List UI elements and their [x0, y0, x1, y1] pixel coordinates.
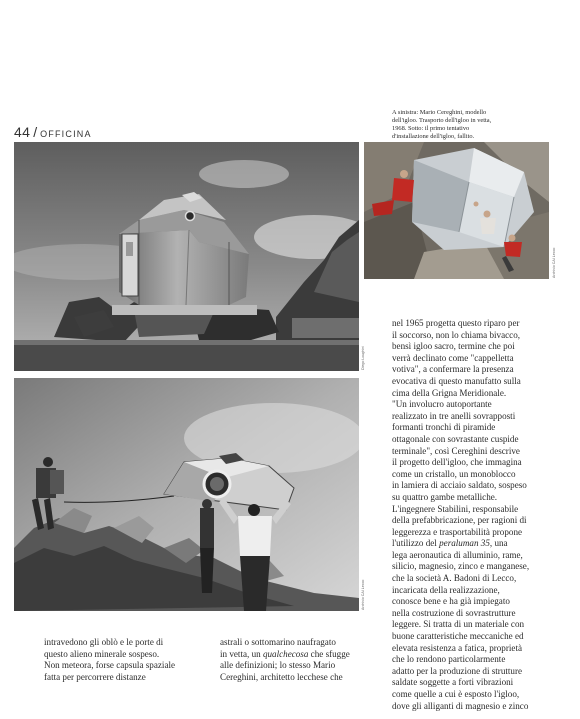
text-line: silicio, magnesio, zinco e manganese,: [392, 561, 530, 572]
text-line: dove gli alliganti di magnesio e zinco: [392, 700, 529, 711]
page-folio: [14, 124, 92, 142]
text-line: leggere. Si tratta di un materiale con: [392, 619, 525, 630]
text-line: saldate soggette a forti vibrazioni: [392, 677, 514, 688]
text-line: ottagonale con sovrastante cuspide: [392, 433, 519, 444]
text-line: in vetta, un qualchecosa che sfugge: [220, 648, 350, 659]
photo-credit: Archivio CAI Lecco: [552, 247, 556, 278]
text-line: della prefabbricazione, per ragioni di: [392, 515, 527, 526]
text-line: nella costruzione di sovrastrutture: [392, 607, 516, 618]
text-line: "Un involucro autoportante: [392, 399, 492, 410]
text-line: su quattro gambe metalliche.: [392, 491, 498, 502]
text-column-middle: [220, 637, 350, 683]
text-column-left: [44, 637, 175, 683]
photo-credit: Diego Loughini: [361, 346, 365, 370]
text-line: come un cristallo, un monoblocco: [392, 468, 516, 479]
text-line: evocativa di questo manufatto sulla: [392, 375, 521, 386]
photo-credit: Archivio CAI Lecco: [361, 579, 365, 610]
text-line: votiva", a confermare la presenza: [392, 364, 514, 375]
text-line: L'ingegnere Stabilini, responsabile: [392, 503, 519, 514]
text-line: conosce bene e ha già impiegato: [392, 596, 510, 607]
caption-line: d'installazione dell'igloo, fallito.: [392, 133, 475, 141]
photo-caption: [392, 109, 552, 141]
text-line: intravedono gli oblò e le porte di: [44, 637, 164, 647]
photo-igloo-model-art: [14, 142, 359, 371]
text-line: nel 1965 progetta questo riparo per: [392, 318, 520, 328]
text-line: bensì igloo sacro, termine che poi: [392, 341, 515, 352]
text-line: buone caratteristiche meccaniche ed: [392, 631, 524, 642]
text-line: cima della Grigna Meridionale.: [392, 387, 507, 398]
text-line: Non meteora, forse capsula spaziale: [44, 660, 176, 671]
photo-igloo-installation-art: [14, 378, 359, 611]
text-line: terminale", così Cereghini descrive: [392, 445, 520, 456]
folio-separator: /: [33, 124, 38, 140]
text-line: alle definizioni; lo stesso Mario: [220, 660, 336, 671]
photo-igloo-transport: [364, 142, 549, 279]
text-line: realizzato in tre anelli sovrapposti: [392, 410, 516, 421]
caption-line: A sinistra: Mario Cereghini, modello: [392, 109, 487, 116]
text-line: il soccorso, non lo chiama bivacco,: [392, 329, 521, 340]
photo-igloo-model: [14, 142, 359, 371]
text-column-right: [392, 318, 529, 712]
text-line: astrali o sottomarino naufragato: [220, 637, 336, 647]
text-line: questo alieno minerale sospeso.: [44, 648, 160, 659]
text-line: leggerezza e trasportabilità propone: [392, 526, 523, 537]
text-line: lega aeronautica di alluminio, rame,: [392, 549, 523, 560]
text-line: elevata resistenza a fatica, proprietà: [392, 642, 523, 653]
text-line: fatta per percorrere distanze: [44, 671, 146, 682]
page-number: 44: [14, 124, 31, 140]
text-line: Cereghini, architetto lecchese che: [220, 671, 343, 682]
text-line: adatto per la produzione di strutture: [392, 665, 523, 676]
text-line: incaricata della realizzazione,: [392, 584, 500, 595]
text-line: l'utilizzo del peraluman 35, una: [392, 538, 508, 549]
section-title: OFFICINA: [40, 129, 92, 139]
photo-igloo-installation: [14, 378, 359, 611]
photo-igloo-transport-art: [364, 142, 549, 279]
text-line: che la società A. Badoni di Lecco,: [392, 573, 517, 584]
text-line: come quelle a cui è esposto l'igloo,: [392, 689, 520, 699]
text-line: che lo rendono particolarmente: [392, 654, 506, 665]
caption-line: dell'igloo. Trasporto dell'igloo in vetta,: [392, 117, 492, 125]
text-line: il progetto dell'igloo, che immagina: [392, 457, 522, 468]
caption-line: 1968. Sotto: il primo tentativo: [392, 125, 470, 133]
text-line: in lamiera di acciaio saldato, sospeso: [392, 480, 527, 491]
text-line: formanti tronchi di piramide: [392, 422, 496, 433]
text-line: verrà declinato come "cappelletta: [392, 352, 514, 363]
